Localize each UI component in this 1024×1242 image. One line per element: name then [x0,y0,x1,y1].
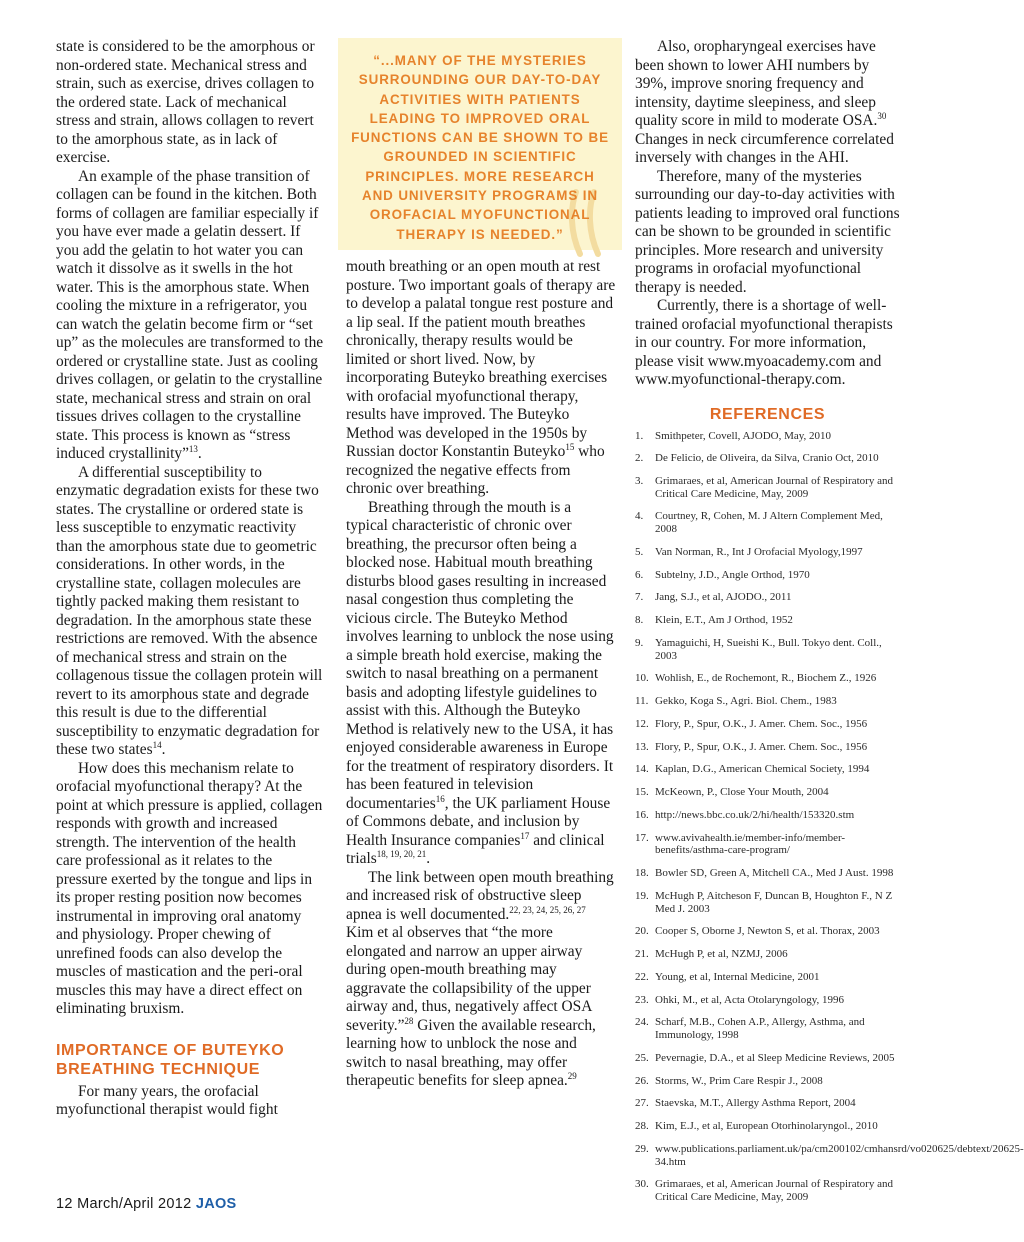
col2-p1-text: mouth breathing or an open mouth at rest posture. Two important goals of therapy are to develop a palatal tongue rest posture and a lip seal. If the patient mouth breathes chronically, therapy results would be limited or short lived. Now, by incorporating Buteyko breathing exercises with orofacial myofunctional therapy, results have improved. The Buteyko Method was developed in the 1950s by Russian doctor Konstantin Buteyko [346,258,616,460]
reference-text: Klein, E.T., Am J Orthod, 1952 [655,614,793,627]
reference-number: 23. [635,993,649,1006]
col1-p3-text: A differential susceptibility to enzymatic degradation exists for these two states. The crystalline or ordered state is less susceptible to enzymatic reactivity than the amorphous state due to geometric considerations. In other words, in the crystalline state, collagen molecules are tightly packed making them resistant to degradation. In the amorphous state these restrictions are removed. With the absence of mechanical stress and strain on the collagenous tissue the collagen protein will revert to its amorphous state and degrade this result is due to the differential susceptibility to enzymatic degradation for these two states [56,463,323,758]
reference-number: 2. [635,452,644,465]
footnote-ref: 22, 23, 24, 25, 26, 27 [509,904,586,915]
reference-number: 30. [635,1178,649,1191]
column-1 [56,38,324,1120]
reference-number: 12. [635,717,649,730]
reference-item [635,510,900,535]
journal-name: JAOS [195,1196,237,1212]
reference-number: 21. [635,948,649,961]
reference-number: 8. [635,614,644,627]
col2-p2-end: . [426,850,431,867]
col2-p2-text-b: , the UK parliament House of Commons debate, and inclusion by Health Insurance companies [346,794,611,849]
col1-paragraph-4: How does this mechanism relate to orofacial myofunctional therapy? At the point at which pressure is applied, collagen responds with growth and increased strength. The intervention of the health care professional as it relates to the pressure exerted by the tongue and lips in its proper resting position now becomes instrumental in improving oral anatomy and physiology. Proper chewing of unrefined foods can also develop the muscles of mastication and the peri-oral muscles this may have a direct effect on eliminating bruxism. [56,759,323,1017]
reference-number: 13. [635,740,649,753]
col1-paragraph-1: state is considered to be the amorphous or non-ordered state. Mechanical stress and strain, such as exercise, drives collagen to the ordered state. Lack of mechanical stress and strain, allows collagen to revert to the amorphous state, as in lack of exercise. [56,38,315,166]
reference-text: Storms, W., Prim Care Respir J., 2008 [655,1074,823,1087]
col2-p3-text-a: The link between open mouth breathing and increased risk of obstructive sleep apnea is well documented. [346,868,614,923]
reference-text: Courtney, R, Cohen, M. J Altern Complement Med, 2008 [655,510,883,536]
col3-p1-text: Also, oropharyngeal exercises have been shown to lower AHI numbers by 39%, improve snoring frequency and intensity, daytime sleepiness, and sleep quality score in mild to moderate OSA. [635,38,878,129]
reference-item [635,546,900,559]
reference-item [635,1178,900,1203]
page-footer [56,1196,237,1212]
reference-item [635,1097,900,1110]
reference-text: Ohki, M., et al, Acta Otolaryngology, 1996 [655,993,845,1006]
footnote-ref: 17 [520,830,530,841]
reference-item [635,786,900,799]
col2-p2-text-a: Breathing through the mouth is a typical characteristic of chronic over breathing, the precursor often being a blocked nose. Habitual mouth breathing disturbs blood gases resulting in increased nasal congestion thus completing the vicious circle. The Buteyko Method involves learning to unblock the nose using a simple breath hold exercise, making the switch to nasal breathing on a permanent basis and adopting lifestyle guidelines to assist with this. Although the Buteyko Method is relatively new to the USA, it has enjoyed considerable awareness in Europe for the treatment of respiratory disorders. It has been featured in television documentaries [346,498,614,812]
col2-p3-text-c: Given the available research, learning how to unblock the nose and switch to nasal breathing, may offer therapeutic benefits for sleep apnea. [346,1016,596,1089]
reference-item [635,971,900,984]
reference-item [635,948,900,961]
reference-number: 22. [635,970,649,983]
pull-quote-text: “...MANY OF THE MYSTERIES SURROUNDING OUR DAY-TO-DAY ACTIVITIES WITH PATIENTS LEADING TO IMPROVED ORAL FUNCTIONS CAN BE SHOWN TO BE GROUNDED IN SCIENTIFIC PRINCIPLES. MORE RESEARCH AND UNIVERSITY PROGRAMS IN OROFACIAL MYOFUNCTIONAL THERAPY IS NEEDED.” [351,53,609,242]
reference-text: Young, et al, Internal Medicine, 2001 [655,970,820,983]
footnote-ref: 29 [567,1070,577,1081]
reference-text: Grimaraes, et al, American Journal of Respiratory and Critical Care Medicine, May, 2009 [655,475,893,500]
section-heading-buteyko: IMPORTANCE OF BUTEYKO BREATHING TECHNIQUE [56,1041,285,1078]
col2-paragraph-1 [346,258,616,499]
reference-item [635,890,900,915]
reference-item [635,695,900,708]
reference-text: McKeown, P., Close Your Mouth, 2004 [655,786,829,799]
reference-item [635,430,900,443]
reference-number: 14. [635,763,649,776]
reference-number: 24. [635,1016,649,1029]
reference-number: 5. [635,545,644,558]
col2-paragraph-2 [346,499,616,869]
reference-number: 20. [635,925,649,938]
reference-number: 10. [635,672,649,685]
reference-text: Gekko, Koga S., Agri. Biol. Chem., 1983 [655,695,837,708]
column-3 [635,38,1024,1214]
reference-item [635,763,900,776]
col3-paragraph-3: Currently, there is a shortage of well-trained orofacial myofunctional therapists in our country. For more information, please visit www.myoacademy.com and www.myofunctional-therapy.com. [635,297,893,388]
reference-number: 6. [635,568,644,581]
reference-text: Kaplan, D.G., American Chemical Society, 1994 [655,763,870,776]
reference-item [635,672,900,685]
reference-number: 25. [635,1051,649,1064]
reference-number: 1. [635,429,644,442]
reference-number: 3. [635,475,644,488]
reference-text: Grimaraes, et al, American Journal of Respiratory and Critical Care Medicine, May, 2009 [655,1178,893,1203]
reference-number: 18. [635,867,649,880]
reference-item [635,475,900,500]
reference-number: 19. [635,889,649,902]
reference-text: Flory, P., Spur, O.K., J. Amer. Chem. Soc., 1956 [655,740,868,753]
footnote-ref: 16 [435,793,445,804]
col1-p2-text: An example of the phase transition of collagen can be found in the kitchen. Both forms of collagen are familiar especially if you have ever made a gelatin dessert. If you add the gelatin to hot water you can watch it dissolve as it swells in the hot water. This is the amorphous state. When cooling the mixture in a refrigerator, you can watch the gelatin become firm or “set up” as the molecules are transformed to the ordered or crystalline state. Just as cooling drives collagen, or gelatin to the crystalline state, mechanical stress and strain on oral tissues drives collagen to the crystalline state. This process is known as “stress induced crystallinity” [56,167,324,462]
references-heading: REFERENCES [709,405,826,423]
reference-text: Smithpeter, Covell, AJODO, May, 2010 [655,429,832,442]
reference-item [635,637,900,662]
reference-text: Pevernagie, D.A., et al Sleep Medicine Reviews, 2005 [655,1051,895,1064]
reference-number: 9. [635,636,644,649]
issue-date: March/April 2012 [77,1196,192,1212]
reference-item [635,591,900,604]
reference-number: 4. [635,510,644,523]
reference-text: Flory, P., Spur, O.K., J. Amer. Chem. Soc., 1956 [655,717,868,730]
reference-text: www.avivahealth.ie/member-info/member-benefits/asthma-care-program/ [655,831,846,857]
reference-item [635,614,900,627]
reference-number: 28. [635,1120,649,1133]
col2-p2-text-c: and clinical trials [346,831,605,867]
reference-text: McHugh P, et al, NZMJ, 2006 [655,948,788,961]
references-list [635,429,1024,1204]
footnote-ref: 13 [188,443,198,454]
reference-item [635,1016,900,1041]
reference-text: Bowler SD, Green A, Mitchell CA., Med J Aust. 1998 [655,867,894,880]
reference-number: 16. [635,809,649,821]
footnote-ref: 28 [404,1015,414,1026]
reference-item [635,741,900,754]
reference-item [635,832,900,857]
reference-text: http://news.bbc.co.uk/2/hi/health/153320.stm [655,809,855,821]
reference-text: Scharf, M.B., Cohen A.P., Allergy, Asthma, and Immunology, 1998 [655,1016,865,1042]
reference-number: 27. [635,1097,649,1110]
reference-item [635,718,900,731]
col3-p1-end: Changes in neck circumference correlated inversely with changes in the AHI. [635,130,894,166]
reference-text: Jang, S.J., et al, AJODO., 2011 [655,591,792,604]
reference-text: Kim, E.J., et al, European Otorhinolaryngol., 2010 [655,1120,878,1133]
col2-p1-end: who recognized the negative effects from chronic over breathing. [346,443,605,497]
col1-p3-end: . [161,741,166,758]
reference-number: 17. [635,831,649,844]
reference-item [635,1052,900,1065]
reference-text: Wohlish, E., de Rochemont, R., Biochem Z., 1926 [655,672,877,685]
reference-item [635,1075,900,1088]
col3-paragraph-1 [635,38,900,168]
reference-item [635,1142,1024,1168]
footnote-ref: 30 [877,110,887,121]
reference-item [635,994,900,1007]
reference-number: 7. [635,591,644,604]
reference-number: 11. [635,695,649,708]
reference-text: De Felicio, de Oliveira, da Silva, Cranio Oct, 2010 [655,452,879,465]
col1-p2-end: . [197,445,202,462]
reference-item [635,452,900,465]
footnote-ref: 18, 19, 20, 21 [376,848,427,859]
reference-text: Subtelny, J.D., Angle Orthod, 1970 [655,568,810,581]
reference-text: Van Norman, R., Int J Orofacial Myology,1997 [655,545,863,558]
reference-item [635,569,900,582]
reference-text: www.publications.parliament.uk/pa/cm200102/cmhansrd/vo020625/debtext/20625-34.htm [655,1142,1024,1168]
col2-paragraph-3 [346,869,616,1091]
reference-text: Staevska, M.T., Allergy Asthma Report, 2004 [655,1097,856,1110]
reference-item [635,809,900,822]
col1-paragraph-2 [56,168,324,464]
page-number: 12 [56,1196,73,1212]
footnote-ref: 14 [152,739,162,750]
reference-text: McHugh P, Aitcheson F, Duncan B, Houghton F., N Z Med J. 2003 [655,889,893,915]
reference-item [635,925,900,938]
reference-item [635,1120,900,1133]
footnote-ref: 15 [565,441,575,452]
reference-number: 26. [635,1074,649,1087]
reference-number: 29. [635,1142,649,1155]
reference-text: Cooper S, Oborne J, Newton S, et al. Thorax, 2003 [655,925,880,938]
col2-p3-text-b: Kim et al observes that “the more elongated and narrow an upper airway during open-mouth breathing may aggravate the collapsibility of the upper airway and, thus, negatively affect OSA severity.” [346,924,592,1034]
reference-number: 15. [635,786,649,799]
col1-paragraph-3 [56,464,324,760]
reference-item [635,867,900,880]
col3-paragraph-2: Therefore, many of the mysteries surrounding our day-to-day activities with patients leading to improved oral functions can be shown to be grounded in scientific principles. More research and university programs in orofacial myofunctional therapy is needed. [635,167,900,296]
col1-paragraph-5: For many years, the orofacial myofunctional therapist would fight [56,1082,278,1118]
reference-text: Yamaguichi, H, Sueishi K., Bull. Tokyo dent. Coll., 2003 [655,636,882,662]
